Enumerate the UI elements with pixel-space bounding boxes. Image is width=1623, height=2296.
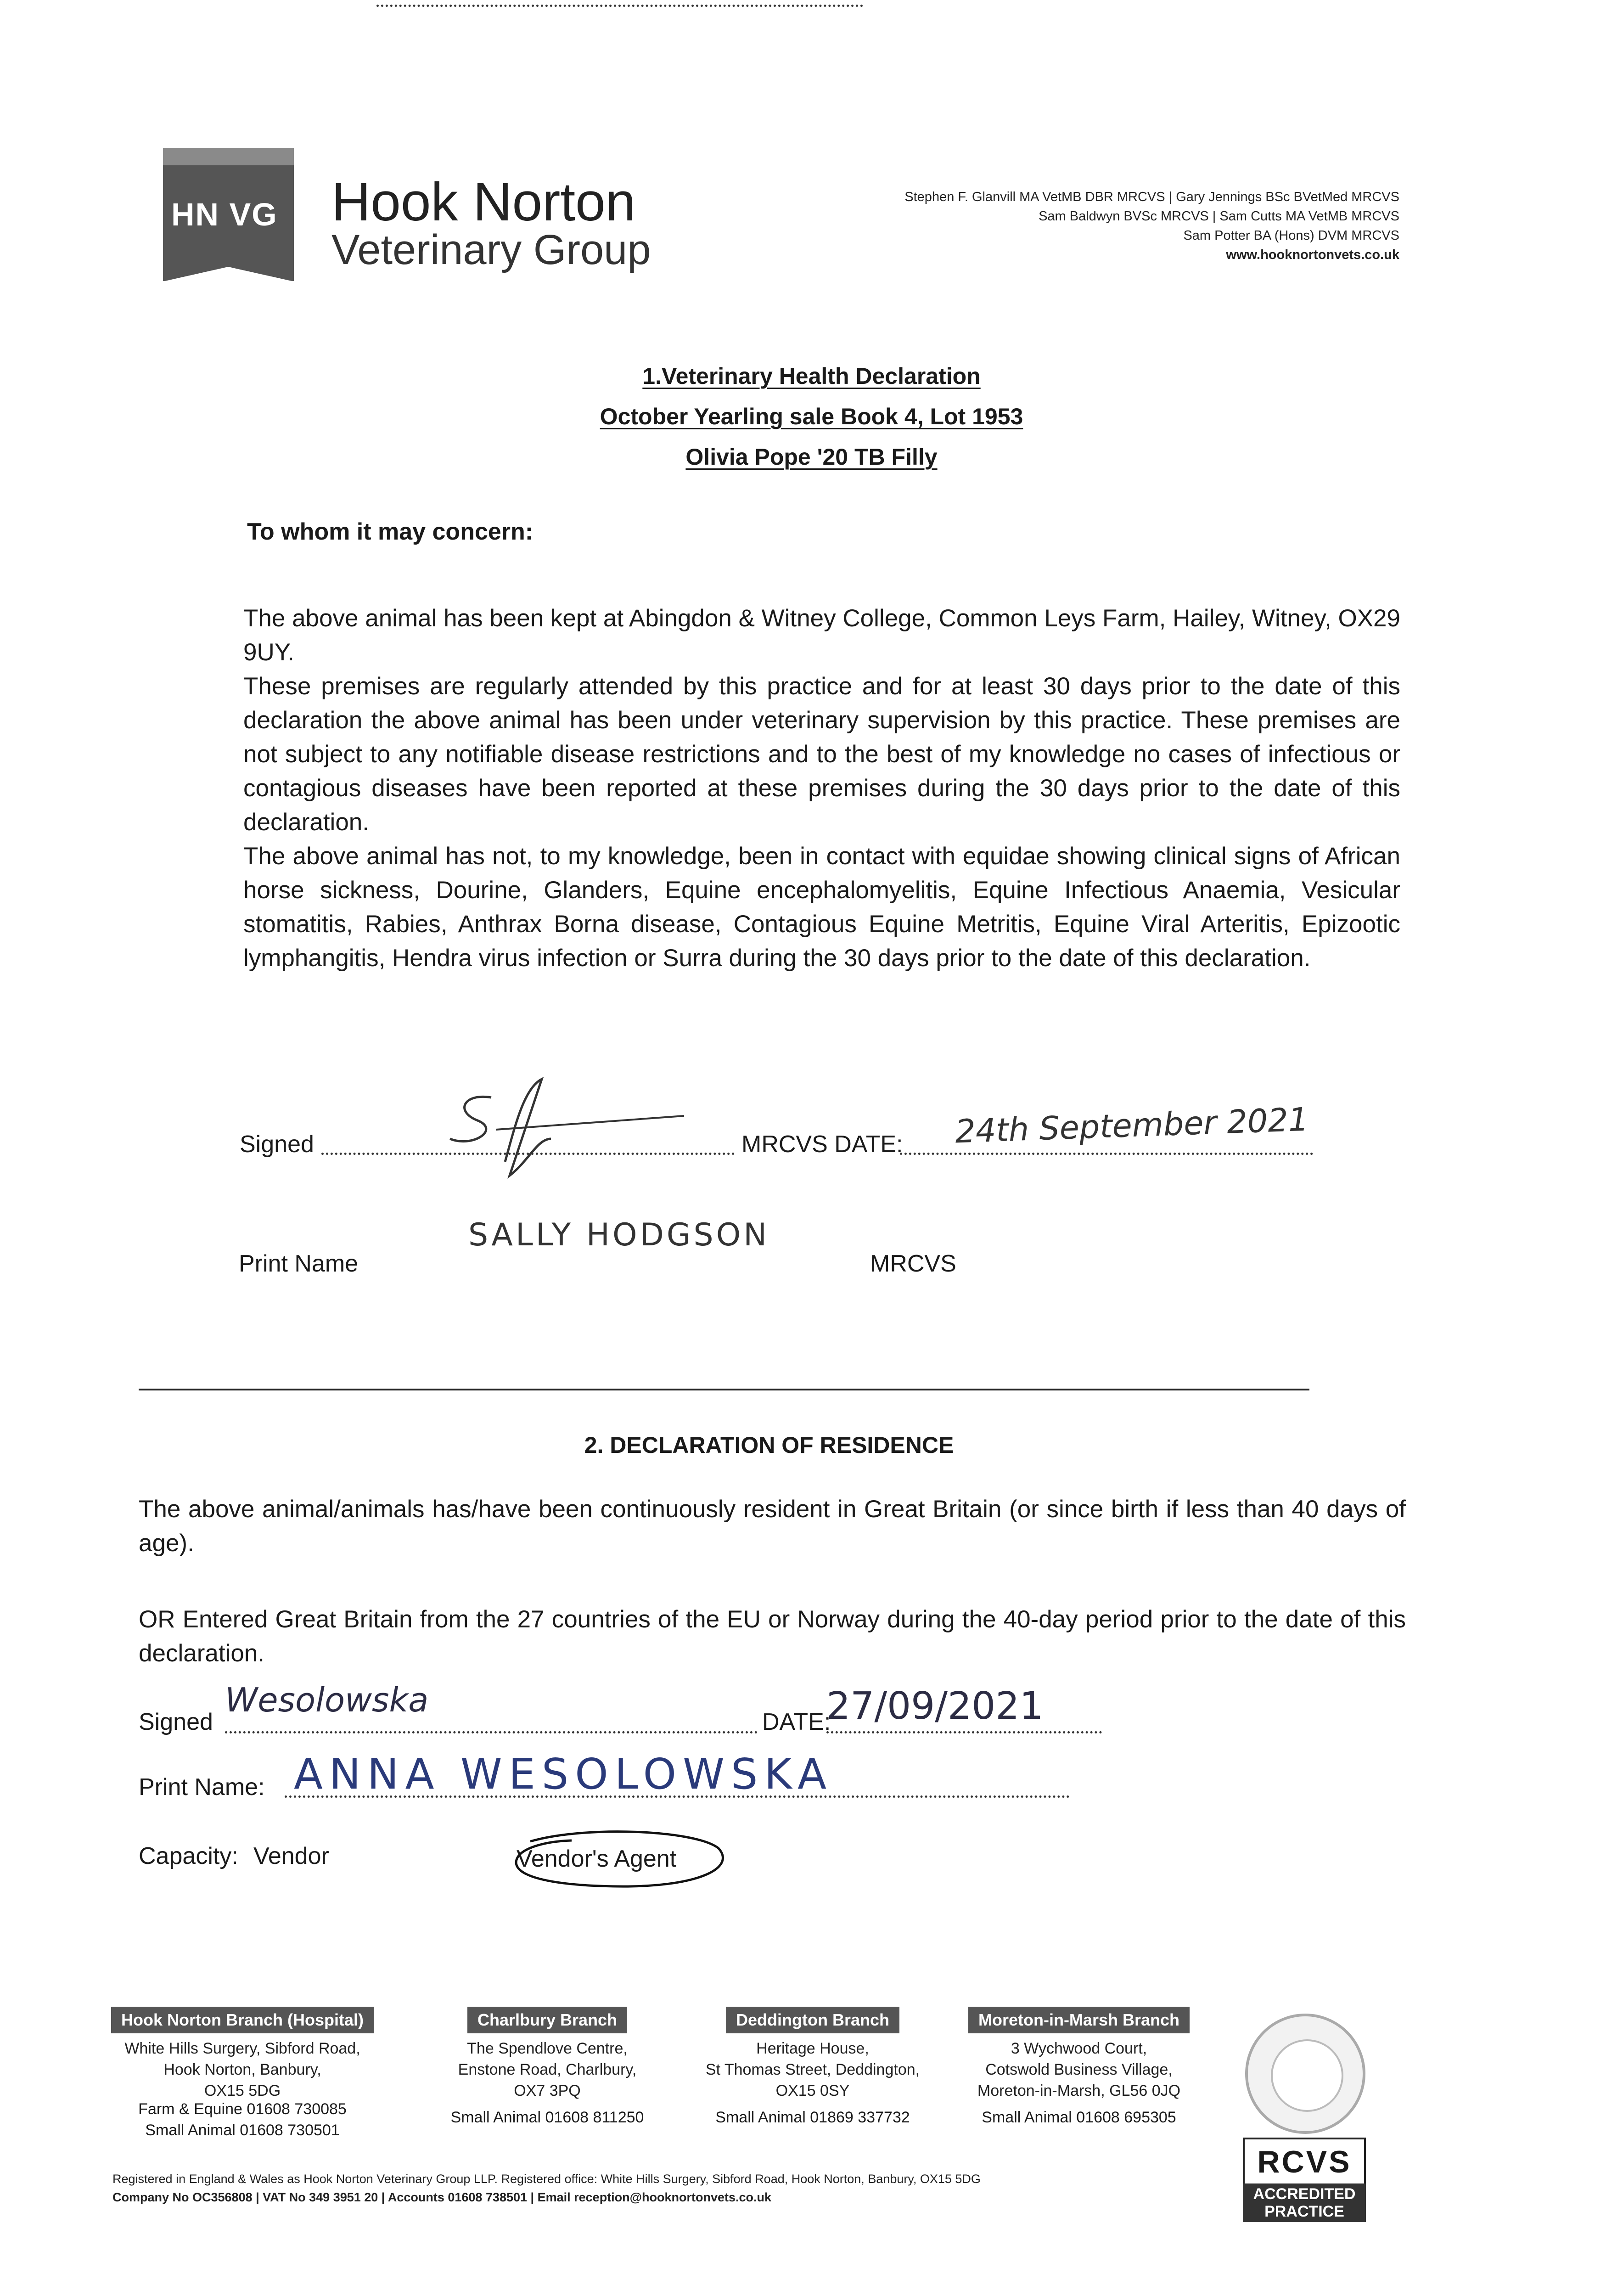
print-name-line	[376, 0, 863, 7]
residence-paragraph: The above animal/animals has/have been continuously resident in Great Britain (or since birth if less than 40 days of age).	[139, 1496, 1406, 1557]
entry-paragraph: OR Entered Great Britain from the 27 countries of the EU or Norway during the 40-day period prior to the date of this declaration.	[139, 1606, 1406, 1667]
branch-name: Hook Norton Branch (Hospital)	[111, 2007, 374, 2033]
disease-contact-paragraph: The above animal has not, to my knowledge, been in contact with equidae showing clinical signs of African horse sickness, Dourine, Glanders, Equine encephalomyelitis, Equine Infectious Anaemia, Vesicular stomatitis, Rabies, Anthrax Borna disease, Contagious Equine Metritis, Equine Viral Arteritis, Epizootic lymphangitis, Hendra virus infection or Surra during the 30 days prior to the date of this declaration.	[243, 843, 1400, 972]
phone-number: Small Animal 01608 695305	[982, 2109, 1176, 2126]
company-details: Company No OC356808 | VAT No 349 3951 20 | Accounts 01608 738501 | Email reception@hooknortonvets.co.uk	[112, 2190, 772, 2204]
staff-list	[904, 187, 1399, 264]
vendor-date-handwritten: 27/09/2021	[826, 1684, 1044, 1728]
branch-address: Cotswold Business Village,	[985, 2061, 1173, 2078]
vet-signature	[436, 1070, 693, 1180]
branch-deddington	[684, 2007, 941, 2101]
signed-label: Signed	[240, 1131, 314, 1158]
vendor-name-handwritten: ANNA WESOLOWSKA	[294, 1750, 833, 1799]
salutation: To whom it may concern:	[247, 518, 534, 545]
branch-name: Deddington Branch	[726, 2007, 899, 2033]
signed-label: Signed	[139, 1709, 213, 1735]
health-declaration-body	[243, 602, 1400, 975]
branch-address: White Hills Surgery, Sibford Road,	[124, 2040, 360, 2057]
branch-address: OX15 0SY	[775, 2082, 850, 2099]
sale-title: October Yearling sale Book 4, Lot 1953	[600, 404, 1023, 429]
print-name-label: Print Name	[239, 1250, 359, 1277]
branch-hook-norton	[105, 2007, 380, 2101]
practice-text: PRACTICE	[1264, 2203, 1344, 2220]
accredited-practice-badge	[1243, 2183, 1366, 2222]
logo-chevron-icon	[163, 263, 294, 281]
horse-title: Olivia Pope '20 TB Filly	[685, 444, 938, 470]
capacity-vendors-agent: Vendor's Agent	[517, 1846, 677, 1872]
accreditation-seal-icon	[1245, 2014, 1365, 2134]
supervision-paragraph: These premises are regularly attended by this practice and for at least 30 days prior to the date of this declaration the above animal has been under veterinary supervision by this practice. These premises are not subject to any notifiable disease restrictions and to the best of my knowledge no cases of infectious or contagious diseases have been reported at these premises during the 30 days prior to the date of this declaration.	[243, 673, 1400, 836]
phone-number: Small Animal 01869 337732	[715, 2109, 910, 2126]
website-link[interactable]: www.hooknortonvets.co.uk	[1226, 248, 1399, 262]
branch-address: OX7 3PQ	[514, 2082, 581, 2099]
selection-circle	[503, 1828, 732, 1896]
section-divider	[139, 1389, 1309, 1390]
staff-line: Sam Potter BA (Hons) DVM MRCVS	[1183, 228, 1399, 243]
branch-address: Enstone Road, Charlbury,	[458, 2061, 637, 2078]
residence-title: 2. DECLARATION OF RESIDENCE	[584, 1432, 954, 1458]
branch-charlbury	[419, 2007, 676, 2101]
logo-text: HN VG	[171, 197, 278, 232]
phone-number: Farm & Equine 01608 730085	[138, 2100, 347, 2118]
phone-number: Small Animal 01608 811250	[450, 2109, 644, 2126]
branch-address: Hook Norton, Banbury,	[163, 2061, 321, 2078]
branch-address: OX15 5DG	[204, 2082, 281, 2099]
registration-info	[112, 2170, 981, 2206]
branch-name: Moreton-in-Marsh Branch	[968, 2007, 1190, 2033]
signature-line	[225, 1727, 758, 1733]
premises-paragraph: The above animal has been kept at Abingdon & Witney College, Common Leys Farm, Hailey, Witney, OX29 9UY.	[243, 605, 1400, 666]
branch-address: 3 Wychwood Court,	[1011, 2040, 1147, 2057]
vet-date-handwritten: 24th September 2021	[954, 1100, 1309, 1151]
branch-moreton	[950, 2007, 1207, 2101]
rcvs-logo: RCVS	[1243, 2138, 1366, 2186]
branch-address: Moreton-in-Marsh, GL56 0JQ	[977, 2082, 1181, 2099]
staff-line: Sam Baldwyn BVSc MRCVS | Sam Cutts MA VetMB MRCVS	[1039, 209, 1399, 224]
accredited-text: ACCREDITED	[1253, 2185, 1356, 2203]
hook-norton-phones	[105, 2099, 380, 2141]
print-name-label: Print Name:	[139, 1774, 265, 1801]
phone-number: Small Animal 01608 730501	[145, 2122, 340, 2139]
mrcvs-label: MRCVS	[870, 1250, 956, 1277]
branch-address: St Thomas Street, Deddington,	[705, 2061, 920, 2078]
branch-name: Charlbury Branch	[467, 2007, 627, 2033]
declaration-title: 1.Veterinary Health Declaration	[642, 363, 981, 389]
date-label: DATE:	[762, 1709, 831, 1735]
registered-office: Registered in England & Wales as Hook Norton Veterinary Group LLP. Registered office: White Hills Surgery, Sibford Road, Hook Norton, Banbury, OX15 5DG	[112, 2172, 981, 2186]
capacity-label: Capacity:	[139, 1843, 238, 1869]
staff-line: Stephen F. Glanvill MA VetMB DBR MRCVS | Gary Jennings BSc BVetMed MRCVS	[904, 190, 1399, 204]
capacity-vendor: Vendor	[253, 1843, 329, 1869]
branch-address: The Spendlove Centre,	[467, 2040, 628, 2057]
brand-name: Hook Norton	[331, 172, 636, 232]
vet-name-handwritten: SALLY HODGSON	[468, 1217, 770, 1253]
mrcvs-date-label: MRCVS DATE:	[741, 1131, 903, 1158]
branch-address: Heritage House,	[756, 2040, 869, 2057]
logo	[163, 148, 294, 281]
brand-subtitle: Veterinary Group	[331, 226, 651, 273]
vendor-signature: Wesolowska	[225, 1681, 429, 1719]
